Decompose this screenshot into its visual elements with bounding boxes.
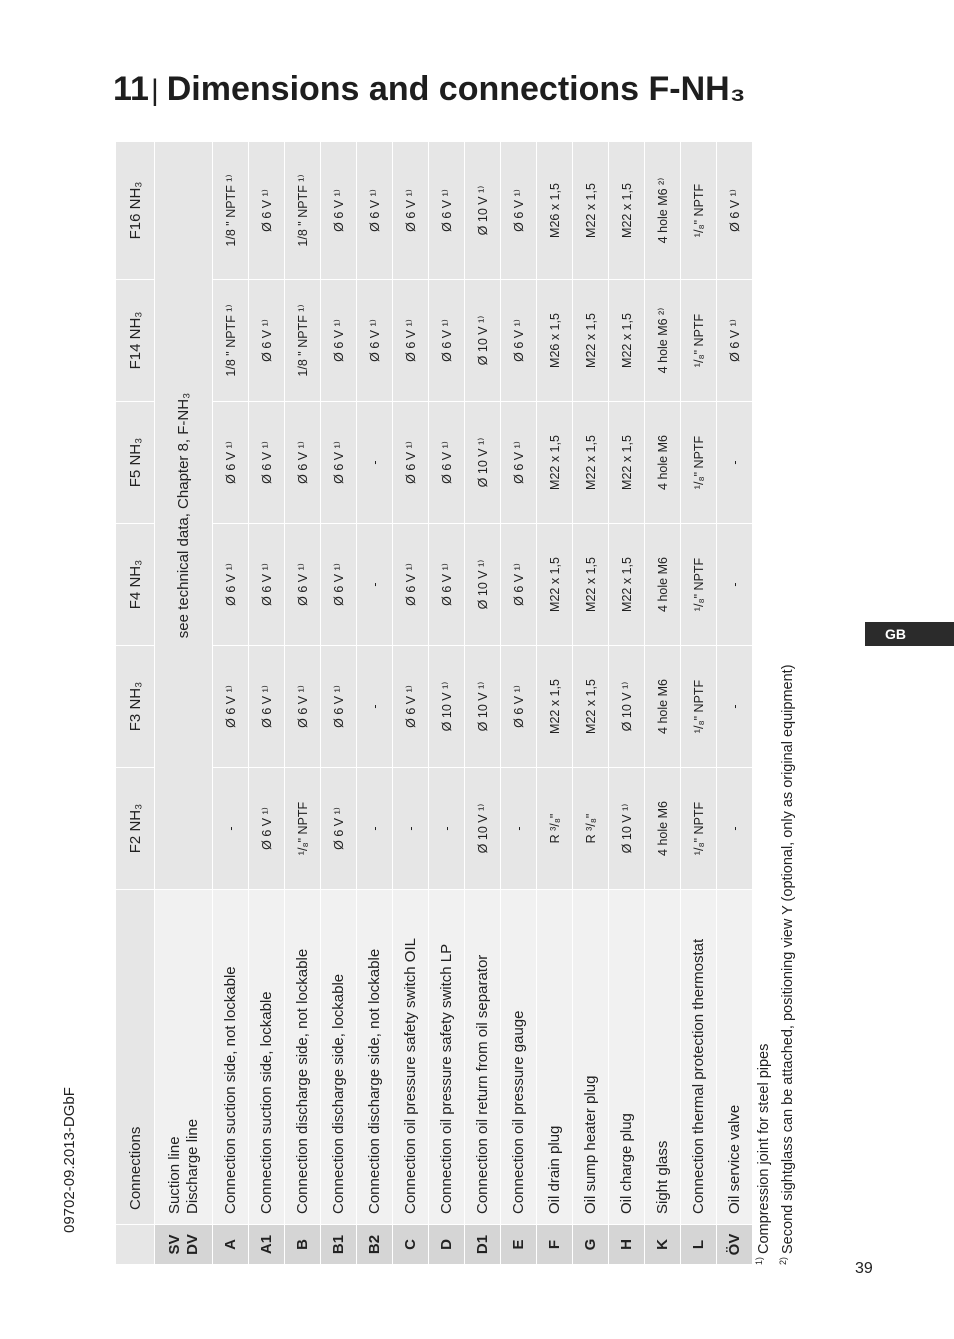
language-tab: GB (865, 622, 954, 646)
rotated-table-container (115, 142, 745, 1265)
row-value: - (393, 768, 429, 890)
row-value: ¹/₈" NPTF (681, 646, 717, 768)
table-header-row (116, 142, 155, 1265)
row-code: H (609, 1225, 645, 1265)
row-value: Ø 6 V ¹⁾ (321, 402, 357, 524)
row-value: - (717, 646, 753, 768)
row-value: M22 x 1,5 (573, 402, 609, 524)
row-value: Ø 6 V ¹⁾ (501, 142, 537, 280)
row-value: Ø 6 V ¹⁾ (321, 142, 357, 280)
row-value: R ³/₈" (573, 768, 609, 890)
row-value: M22 x 1,5 (537, 402, 573, 524)
section-title: Dimensions and connections F-NH₃ (166, 70, 746, 108)
technical-data-reference: see technical data, Chapter 8, F-NH₃ (155, 142, 213, 890)
row-value: Ø 6 V ¹⁾ (393, 524, 429, 646)
row-value: 4 hole M6 ²⁾ (645, 280, 681, 402)
row-value: M22 x 1,5 (609, 524, 645, 646)
table-row (357, 142, 393, 1265)
table-row (681, 142, 717, 1265)
row-value: Ø 6 V ¹⁾ (717, 142, 753, 280)
row-value: M22 x 1,5 (573, 142, 609, 280)
table-row (537, 142, 573, 1265)
code-sv: SV (165, 1234, 183, 1255)
code-dv: DV (183, 1234, 201, 1255)
row-label: Oil charge plug (609, 890, 645, 1225)
row-code: C (393, 1225, 429, 1265)
table-row (321, 142, 357, 1265)
row-value: Ø 6 V ¹⁾ (285, 524, 321, 646)
connections-table-area (115, 142, 745, 1265)
table-row (465, 142, 501, 1265)
row-label: Sight glass (645, 890, 681, 1225)
row-value: Ø 10 V ¹⁾ (465, 646, 501, 768)
header-f16: F16 NH₃ (116, 142, 155, 280)
row-code: L (681, 1225, 717, 1265)
page-title (113, 70, 745, 109)
row-value: Ø 6 V ¹⁾ (213, 402, 249, 524)
row-value: Ø 6 V ¹⁾ (321, 646, 357, 768)
row-value: ¹/₈" NPTF (681, 768, 717, 890)
row-value: - (213, 768, 249, 890)
footnote-2 (776, 664, 800, 1265)
row-label: Oil service valve (717, 890, 753, 1225)
row-label: Oil sump heater plug (573, 890, 609, 1225)
row-value: Ø 6 V ¹⁾ (321, 280, 357, 402)
row-value: Ø 6 V ¹⁾ (249, 280, 285, 402)
table-row (717, 142, 753, 1265)
row-value: Ø 6 V ¹⁾ (285, 402, 321, 524)
row-value: - (357, 768, 393, 890)
row-value: Ø 6 V ¹⁾ (213, 646, 249, 768)
row-value: Ø 6 V ¹⁾ (501, 280, 537, 402)
row-value: - (357, 524, 393, 646)
row-value: Ø 6 V ¹⁾ (249, 142, 285, 280)
row-code: D1 (465, 1225, 501, 1265)
row-value: Ø 10 V ¹⁾ (465, 402, 501, 524)
row-code: G (573, 1225, 609, 1265)
row-value: Ø 10 V ¹⁾ (465, 524, 501, 646)
header-connections: Connections (116, 890, 155, 1225)
row-value: Ø 6 V ¹⁾ (501, 524, 537, 646)
row-value: Ø 6 V ¹⁾ (393, 142, 429, 280)
row-value: M22 x 1,5 (609, 402, 645, 524)
row-value: 4 hole M6 ²⁾ (645, 142, 681, 280)
row-value: R ³/₈" (537, 768, 573, 890)
row-value: 1/8 " NPTF ¹⁾ (285, 280, 321, 402)
header-code (116, 1225, 155, 1265)
page-number: 39 (855, 1260, 873, 1277)
table-row (213, 142, 249, 1265)
row-label: Connection oil return from oil separator (465, 890, 501, 1225)
row-code: A1 (249, 1225, 285, 1265)
row-value: Ø 10 V ¹⁾ (609, 768, 645, 890)
table-row (429, 142, 465, 1265)
table-row (501, 142, 537, 1265)
table-row (393, 142, 429, 1265)
row-code: B (285, 1225, 321, 1265)
row-value: ¹/₈" NPTF (681, 524, 717, 646)
row-label: Oil drain plug (537, 890, 573, 1225)
row-value: Ø 10 V ¹⁾ (465, 280, 501, 402)
connections-table (115, 141, 753, 1265)
table-row (249, 142, 285, 1265)
row-value: Ø 6 V ¹⁾ (249, 646, 285, 768)
row-value: Ø 6 V ¹⁾ (429, 524, 465, 646)
header-f5: F5 NH₃ (116, 402, 155, 524)
row-code: E (501, 1225, 537, 1265)
row-value: - (357, 646, 393, 768)
row-label: Connection oil pressure safety switch OIL (393, 890, 429, 1225)
footnote-1 (752, 1044, 776, 1265)
row-value: Ø 6 V ¹⁾ (321, 524, 357, 646)
title-separator: | (150, 74, 159, 107)
label-suction-line: Suction line (165, 1136, 183, 1214)
row-label (155, 890, 213, 1225)
row-value: M26 x 1,5 (537, 142, 573, 280)
row-label: Connection suction side, lockable (249, 890, 285, 1225)
row-value: Ø 6 V ¹⁾ (357, 280, 393, 402)
row-value: Ø 6 V ¹⁾ (213, 524, 249, 646)
row-code: F (537, 1225, 573, 1265)
row-value: M22 x 1,5 (537, 646, 573, 768)
row-value: 4 hole M6 (645, 768, 681, 890)
row-value: Ø 6 V ¹⁾ (285, 646, 321, 768)
row-value: Ø 6 V ¹⁾ (393, 402, 429, 524)
row-value: Ø 10 V ¹⁾ (465, 768, 501, 890)
table-row (645, 142, 681, 1265)
row-value: Ø 6 V ¹⁾ (393, 280, 429, 402)
row-code: D (429, 1225, 465, 1265)
row-label: Connection thermal protection thermostat (681, 890, 717, 1225)
row-value: ¹/₈" NPTF (681, 142, 717, 280)
label-discharge-line: Discharge line (183, 1118, 201, 1214)
footnote-text: Second sightglass can be attached, positioning view Y (optional, only as original equipment) (780, 664, 796, 1254)
row-value: Ø 6 V ¹⁾ (501, 646, 537, 768)
row-value: 4 hole M6 (645, 402, 681, 524)
row-label: Connection oil pressure gauge (501, 890, 537, 1225)
row-value: 4 hole M6 (645, 646, 681, 768)
header-f14: F14 NH₃ (116, 280, 155, 402)
row-value: ¹/₈" NPTF (681, 402, 717, 524)
row-label: Connection discharge side, not lockable (357, 890, 393, 1225)
header-f4: F4 NH₃ (116, 524, 155, 646)
row-code: A (213, 1225, 249, 1265)
row-value: Ø 6 V ¹⁾ (429, 142, 465, 280)
row-value: M22 x 1,5 (609, 280, 645, 402)
row-value: - (357, 402, 393, 524)
row-value: 1/8 " NPTF ¹⁾ (213, 280, 249, 402)
row-value: Ø 6 V ¹⁾ (501, 402, 537, 524)
row-value: 1/8 " NPTF ¹⁾ (213, 142, 249, 280)
row-value: - (717, 524, 753, 646)
row-value: Ø 6 V ¹⁾ (249, 402, 285, 524)
row-value: - (501, 768, 537, 890)
row-code (155, 1225, 213, 1265)
footnote-mark: 2) (778, 1256, 788, 1265)
row-value: Ø 6 V ¹⁾ (321, 768, 357, 890)
row-value: 4 hole M6 (645, 524, 681, 646)
row-value: Ø 6 V ¹⁾ (249, 524, 285, 646)
row-value: - (429, 768, 465, 890)
row-value: M22 x 1,5 (537, 524, 573, 646)
row-label: Connection suction side, not lockable (213, 890, 249, 1225)
row-value: Ø 6 V ¹⁾ (393, 646, 429, 768)
row-value: Ø 6 V ¹⁾ (249, 768, 285, 890)
table-row (573, 142, 609, 1265)
footnote-text: Compression joint for steel pipes (756, 1043, 772, 1254)
table-row (609, 142, 645, 1265)
row-value: M26 x 1,5 (537, 280, 573, 402)
row-label: Connection oil pressure safety switch LP (429, 890, 465, 1225)
row-value: Ø 6 V ¹⁾ (357, 142, 393, 280)
row-value: - (717, 402, 753, 524)
row-value: M22 x 1,5 (609, 142, 645, 280)
section-number: 11 (113, 70, 149, 108)
table-row (285, 142, 321, 1265)
row-value: Ø 10 V ¹⁾ (609, 646, 645, 768)
row-value: Ø 6 V ¹⁾ (429, 402, 465, 524)
row-label: Connection discharge side, not lockable (285, 890, 321, 1225)
row-value: Ø 6 V ¹⁾ (429, 280, 465, 402)
row-value: Ø 10 V ¹⁾ (465, 142, 501, 280)
row-value: ¹/₈" NPTF (285, 768, 321, 890)
header-f3: F3 NH₃ (116, 646, 155, 768)
row-value: - (717, 768, 753, 890)
row-code: ÖV (717, 1225, 753, 1265)
row-value: ¹/₈" NPTF (681, 280, 717, 402)
row-value: M22 x 1,5 (573, 524, 609, 646)
row-value: Ø 10 V ¹⁾ (429, 646, 465, 768)
row-label: Connection discharge side, lockable (321, 890, 357, 1225)
table-row-sv-dv (155, 142, 213, 1265)
document-code: 09702-09.2013-DGbF (61, 1087, 78, 1233)
row-code: K (645, 1225, 681, 1265)
row-value: M22 x 1,5 (573, 280, 609, 402)
row-value: Ø 6 V ¹⁾ (717, 280, 753, 402)
row-value: M22 x 1,5 (573, 646, 609, 768)
row-code: B2 (357, 1225, 393, 1265)
footnote-mark: 1) (754, 1256, 764, 1265)
header-f2: F2 NH₃ (116, 768, 155, 890)
row-code: B1 (321, 1225, 357, 1265)
row-value: 1/8 " NPTF ¹⁾ (285, 142, 321, 280)
